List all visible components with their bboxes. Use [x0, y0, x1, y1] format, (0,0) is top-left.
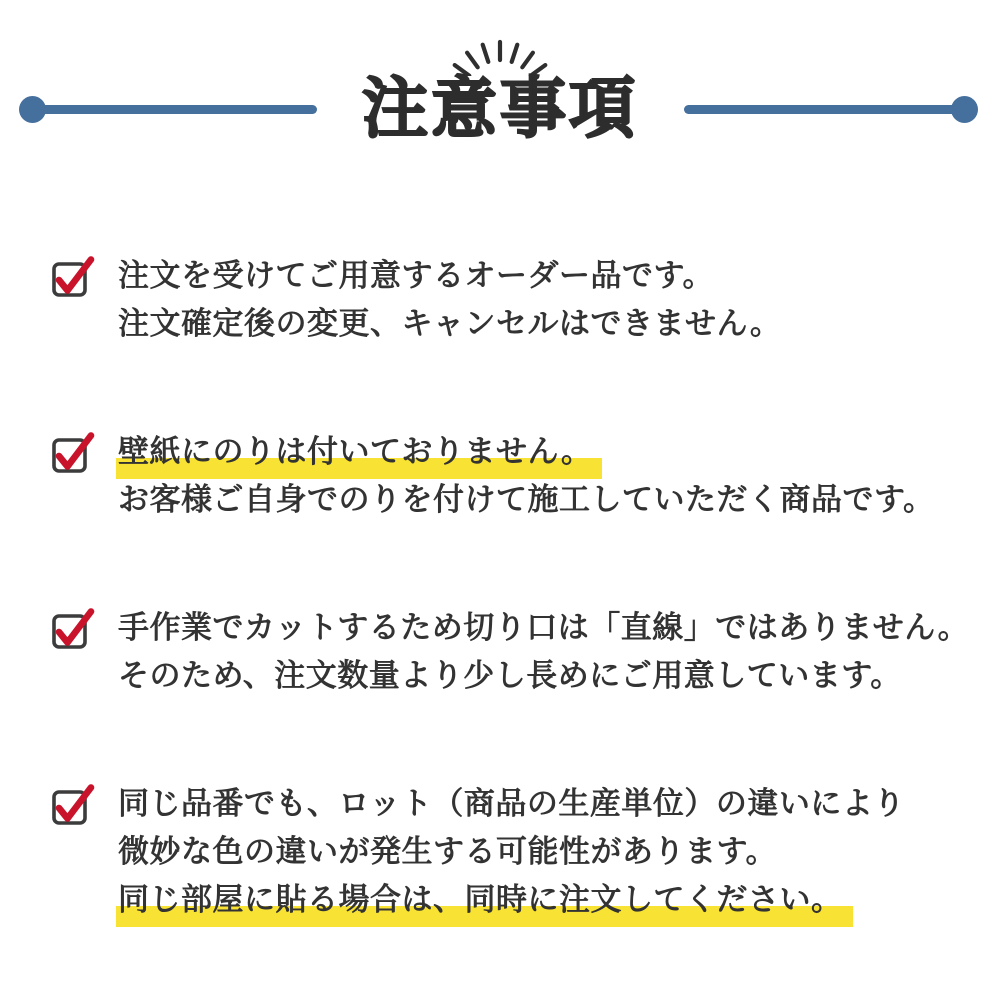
divider-line-right: [684, 105, 958, 114]
notice-text: [118, 428, 935, 524]
notice-text: [118, 252, 781, 348]
checked-checkbox-icon: [50, 429, 96, 475]
notice-item-1: [50, 252, 980, 348]
checked-checkbox-icon: [50, 253, 96, 299]
notice-line-highlighted: [118, 876, 905, 924]
highlight-marker: 壁紙にのりは付いておりません。: [116, 434, 602, 479]
divider-dot-right: [951, 96, 978, 123]
notice-text: [118, 780, 905, 924]
notice-text: [118, 604, 969, 700]
notice-line-highlighted: [118, 428, 935, 476]
notice-line: そのため、注文数量より少し長めにご用意しています。: [118, 658, 902, 693]
notice-item-3: [50, 604, 980, 700]
notice-line: 注文を受けてご用意するオーダー品です。: [118, 258, 715, 293]
notice-list: [50, 252, 980, 924]
notice-item-4: [50, 780, 980, 924]
notice-line: 手作業でカットするため切り口は「直線」ではありません。: [118, 610, 970, 645]
notice-line: 同じ品番でも、ロット（商品の生産単位）の違いにより: [118, 786, 905, 821]
checked-checkbox-icon: [50, 781, 96, 827]
notice-line: 微妙な色の違いが発生する可能性があります。: [118, 834, 778, 869]
page-title: 注意事項: [362, 71, 638, 145]
notice-line: お客様ご自身でのりを付けて施工していただく商品です。: [118, 482, 935, 517]
highlight-marker: 同じ部屋に貼る場合は、同時に注文してください。: [116, 882, 853, 927]
notice-line: 注文確定後の変更、キャンセルはできません。: [118, 306, 782, 341]
notice-item-2: [50, 428, 980, 524]
burst-rays-icon: [425, 12, 575, 76]
checked-checkbox-icon: [50, 605, 96, 651]
